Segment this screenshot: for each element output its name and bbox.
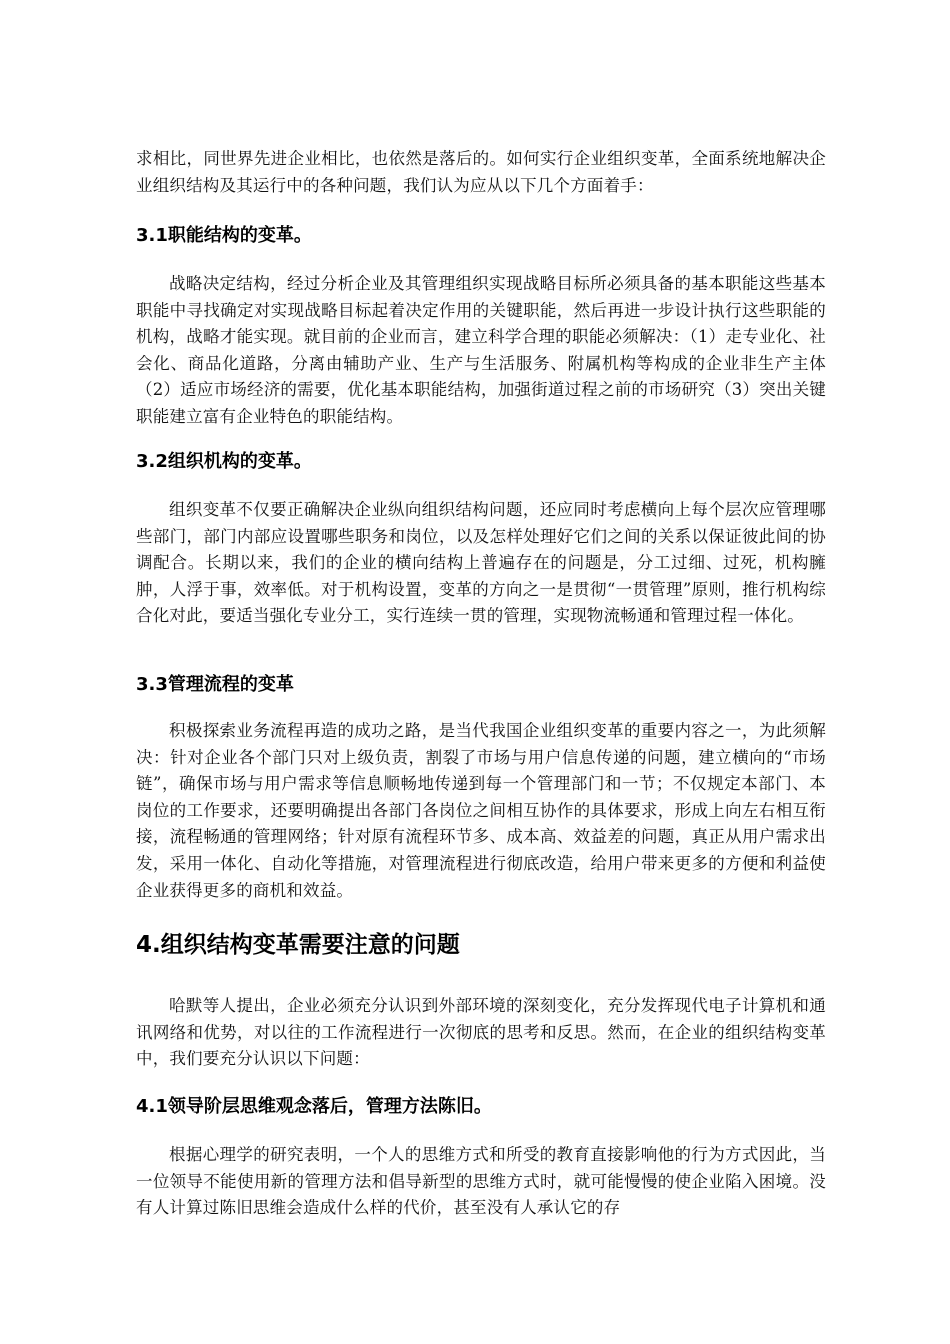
section-heading-3-3: 3.3管理流程的变革 <box>136 674 294 695</box>
section-heading-3-2: 3.2组织机构的变革。 <box>136 451 312 472</box>
paragraph-3-1: 战略决定结构，经过分析企业及其管理组织实现战略目标所必须具备的基本职能这些基本职能中寻找确定对实现战略目标起着决定作用的关键职能，然后再进一步设计执行这些职能的机构，战略才能实现。就目前的企业而言，建立科学合理的职能必须解决：（1）走专业化、社会化、商品化道路，分离由辅助产业、生产与生活服务、附属机构等构成的企业非生产主体（2）适应市场经济的需要，优化基本职能结构，加强街道过程之前的市场研究（3）突出关键职能建立富有企业特色的职能结构。 <box>136 274 826 426</box>
intro-paragraph: 求相比，同世界先进企业相比，也依然是落后的。如何实行企业组织变革，全面系统地解决企业组织结构及其运行中的各种问题，我们认为应从以下几个方面着手： <box>136 149 826 195</box>
paragraph-3-2: 组织变革不仅要正确解决企业纵向组织结构问题，还应同时考虑横向上每个层次应管理哪些部门，部门内部应设置哪些职务和岗位，以及怎样处理好它们之间的关系以保证彼此间的协调配合。长期以来，我们的企业的横向结构上普遍存在的问题是，分工过细、过死，机构臃肿，人浮于事，效率低。对于机构设置，变革的方向之一是贯彻“一贯管理”原则，推行机构综合化对此，要适当强化专业分工，实行连续一贯的管理，实现物流畅通和管理过程一体化。 <box>136 500 826 626</box>
section-heading-4-1: 4.1领导阶层思维观念落后，管理方法陈旧。 <box>136 1096 492 1117</box>
paragraph-4-1: 根据心理学的研究表明，一个人的思维方式和所受的教育直接影响他的行为方式因此，当一位领导不能使用新的管理方法和倡导新型的思维方式时，就可能慢慢的使企业陷入困境。没有人计算过陈旧思维会造成什么样的代价，甚至没有人承认它的存 <box>136 1145 826 1218</box>
paragraph-3-3: 积极探索业务流程再造的成功之路，是当代我国企业组织变革的重要内容之一，为此须解决：针对企业各个部门只对上级负责，割裂了市场与用户信息传递的问题，建立横向的“市场链”，确保市场与用户需求等信息顺畅地传递到每一个管理部门和一节；不仅规定本部门、本岗位的工作要求，还要明确提出各部门各岗位之间相互协作的具体要求，形成上向左右相互衔接，流程畅通的管理网络；针对原有流程环节多、成本高、效益差的问题，真正从用户需求出发，采用一体化、自动化等措施，对管理流程进行彻底改造，给用户带来更多的方便和利益使企业获得更多的商机和效益。 <box>136 721 826 900</box>
section-heading-3-1: 3.1职能结构的变革。 <box>136 225 312 246</box>
paragraph-4: 哈默等人提出，企业必须充分认识到外部环境的深刻变化，充分发挥现代电子计算机和通讯网络和优势，对以往的工作流程进行一次彻底的思考和反思。然而，在企业的组织结构变革中，我们要充分认识以下问题： <box>136 996 826 1069</box>
section-heading-4: 4.组织结构变革需要注意的问题 <box>136 932 460 958</box>
